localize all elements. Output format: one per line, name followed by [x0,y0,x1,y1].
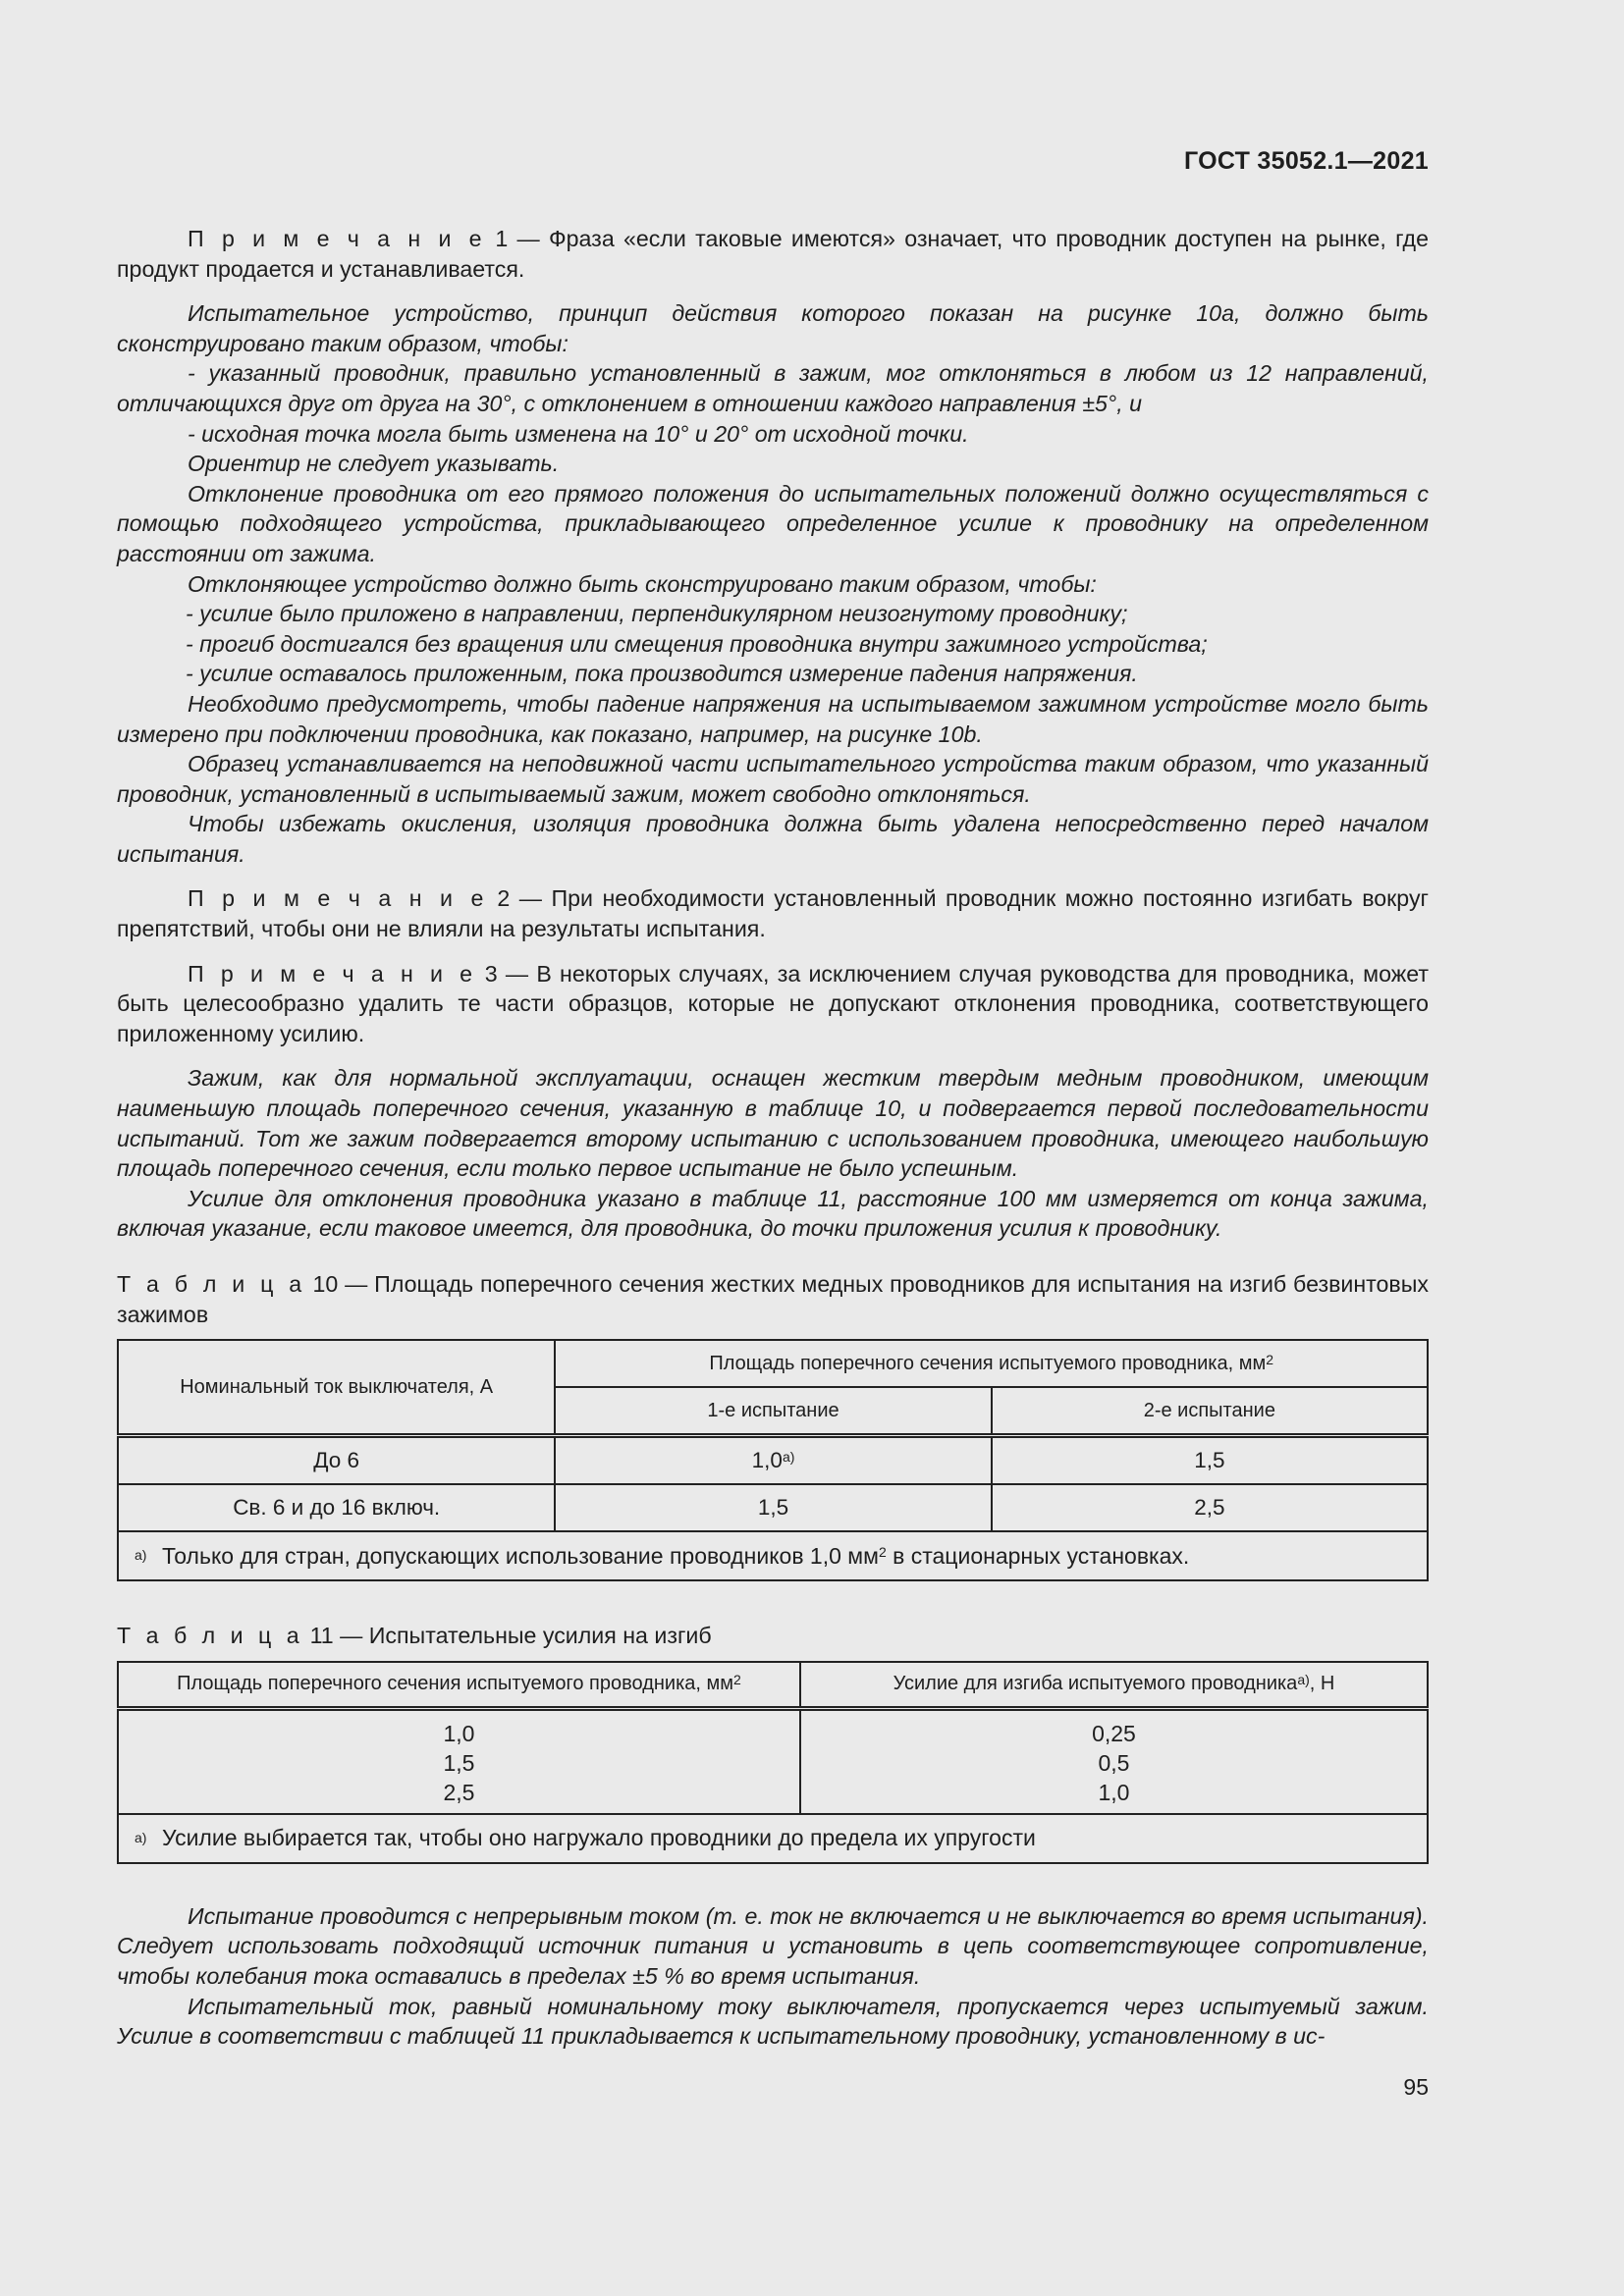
paragraph: Усилие для отклонения проводника указано в таблице 11, расстояние 100 мм измеряется от конца зажима, включая указание, если таковое имеется, для проводника, до точки приложения усилия к проводнику. [117,1185,1429,1242]
cell-rated: Св. 6 и до 16 включ. [118,1484,555,1531]
note-label: П р и м е ч а н и е [188,226,487,251]
force-value: 0,5 [1098,1749,1130,1776]
cell-rated: До 6 [118,1436,555,1485]
note-text: 2 — При необходимости установленный проводник можно постоянно изгибать вокруг препятствий, чтобы они не влияли на результаты испытания. [117,885,1429,942]
document-header: ГОСТ 35052.1—2021 [1183,147,1429,175]
table-footnote-row [118,1531,1428,1580]
area-value: 1,5 [443,1749,475,1776]
list-item: - прогиб достигался без вращения или смещения проводника внутри зажимного устройства; [186,630,1208,657]
list-item: - указанный проводник, правильно установленный в зажим, мог отклоняться в любом из 12 направлений, отличающихся друг от друга на 30°, с отклонением в отношении каждого направления ±5°, и [117,360,1429,416]
paragraph: Испытательное устройство, принцип действия которого показан на рисунке 10а, должно быть сконструировано таким образом, чтобы: [117,300,1429,356]
note-label: П р и м е ч а н и е [188,960,477,987]
page-content [117,224,1429,2052]
area-value: 2,5 [443,1779,475,1805]
paragraph: Образец устанавливается на неподвижной части испытательного устройства таким образом, что указанный проводник, установленный в испытываемый зажим, может свободно отклоняться. [117,751,1429,807]
paragraph: Испытание проводится с непрерывным током (т. е. ток не включается и не выключается во время испытания). Следует использовать подходящий источник питания и установить в цепь соответствующее сопротивление, чтобы колебания тока оставались в пределах ±5 % во время испытания. [117,1902,1429,1989]
table-10 [117,1339,1429,1581]
paragraph: Чтобы избежать окисления, изоляция проводника должна быть удалена непосредственно перед началом испытания. [117,811,1429,867]
table-footnote: а) Усилие выбирается так, чтобы оно нагружало проводники до предела их упругости [118,1814,1428,1863]
cell-test-1: $1,0^{а)}$ [555,1436,991,1485]
header-bending-force: Усилие для изгиба испытуемого проводника$^{а)}$, Н [800,1662,1428,1709]
table-caption-label: Т а б л и ц а [117,1623,304,1649]
paragraph: Отклонение проводника от его прямого положения до испытательных положений должно осуществляться с помощью подходящего устройства, прикладывающего определенное усилие к проводнику на определенном расстоянии от зажима. [117,480,1429,566]
list-item: - усилие было приложено в направлении, перпендикулярном неизогнутому проводнику; [186,601,1128,627]
cell-test-2: 1,5 [992,1436,1428,1485]
paragraph: Ориентир не следует указывать. [188,451,560,477]
note-text: 3 — В некоторых случаях, за исключением случая руководства для проводника, может быть целесообразно удалить те части образцов, которые не допускают отклонения проводника, соответствующего приложенному усилию. [117,960,1429,1046]
paragraph: Необходимо предусмотреть, чтобы падение напряжения на испытываемом зажимном устройстве могло быть измерено при подключении проводника, как показано, например, на рисунке 10b. [117,690,1429,747]
header-test-2: 2-е испытание [992,1387,1428,1436]
cell-forces [800,1708,1428,1814]
table-caption-text: 10 — Площадь поперечного сечения жестких медных проводников для испытания на изгиб безвинтовых зажимов [117,1271,1430,1327]
table-11 [117,1661,1429,1864]
header-test-1: 1-е испытание [555,1387,991,1436]
cell-test-1: 1,5 [555,1484,991,1531]
list-item: - исходная точка могла быть изменена на 10° и 20° от исходной точки. [188,420,969,447]
paragraph: Зажим, как для нормальной эксплуатации, оснащен жестким твердым медным проводником, имеющим наименьшую площадь поперечного сечения, указанную в таблице 10, и подвергается первой последовательности испытаний. Тот же зажим подвергается второму испытанию с использованием проводника, имеющего наибольшую площадь поперечного сечения, если только первое испытание не было успешным. [117,1065,1429,1182]
force-value: 0,25 [1092,1720,1136,1746]
table-footnote: а) Только для стран, допускающих использование проводников 1,0 $мм^2$ в стационарных установках. [118,1531,1428,1580]
header-cross-section: Площадь поперечного сечения испытуемого проводника, $мм^2$ [555,1340,1428,1387]
note-3 [117,959,1429,1049]
table-row [118,1436,1428,1485]
force-value: 1,0 [1098,1779,1130,1805]
table-row [118,1708,1428,1814]
page-number: 95 [1403,2074,1429,2100]
paragraph: Испытательный ток, равный номинальному току выключателя, пропускается через испытуемый зажим. Усилие в соответствии с таблицей 11 прикладывается к испытательному проводнику, установленному в ис- [117,1993,1429,2050]
paragraph-group-b [117,1063,1429,1244]
table-caption-text: 11 — Испытательные усилия на изгиб [303,1623,712,1649]
table-footnote-row [118,1814,1428,1863]
note-text: 1 — Фраза «если таковые имеются» означает, что проводник доступен на рынке, где продукт продается и устанавливается. [117,226,1429,282]
paragraph-group-c [117,1901,1429,2052]
paragraph-group-a [117,298,1429,869]
list-item: - усилие оставалось приложенным, пока производится измерение падения напряжения. [186,661,1138,687]
area-value: 1,0 [443,1720,475,1746]
footnote-mark: а) [135,1829,147,1845]
table-caption-label: Т а б л и ц а [117,1271,306,1297]
table-10-caption [117,1269,1429,1329]
table-row [118,1484,1428,1531]
table-11-caption [117,1621,1429,1651]
header-rated-current: Номинальный ток выключателя, А [118,1340,555,1436]
note-label: П р и м е ч а н и е [188,885,488,912]
note-2 [117,883,1429,943]
paragraph: Отклоняющее устройство должно быть сконструировано таким образом, чтобы: [188,570,1097,597]
cell-areas [118,1708,800,1814]
cell-test-2: 2,5 [992,1484,1428,1531]
note-1 [117,224,1429,284]
footnote-mark: а) [135,1547,147,1564]
header-cross-section: Площадь поперечного сечения испытуемого проводника, $мм^2$ [118,1662,800,1709]
